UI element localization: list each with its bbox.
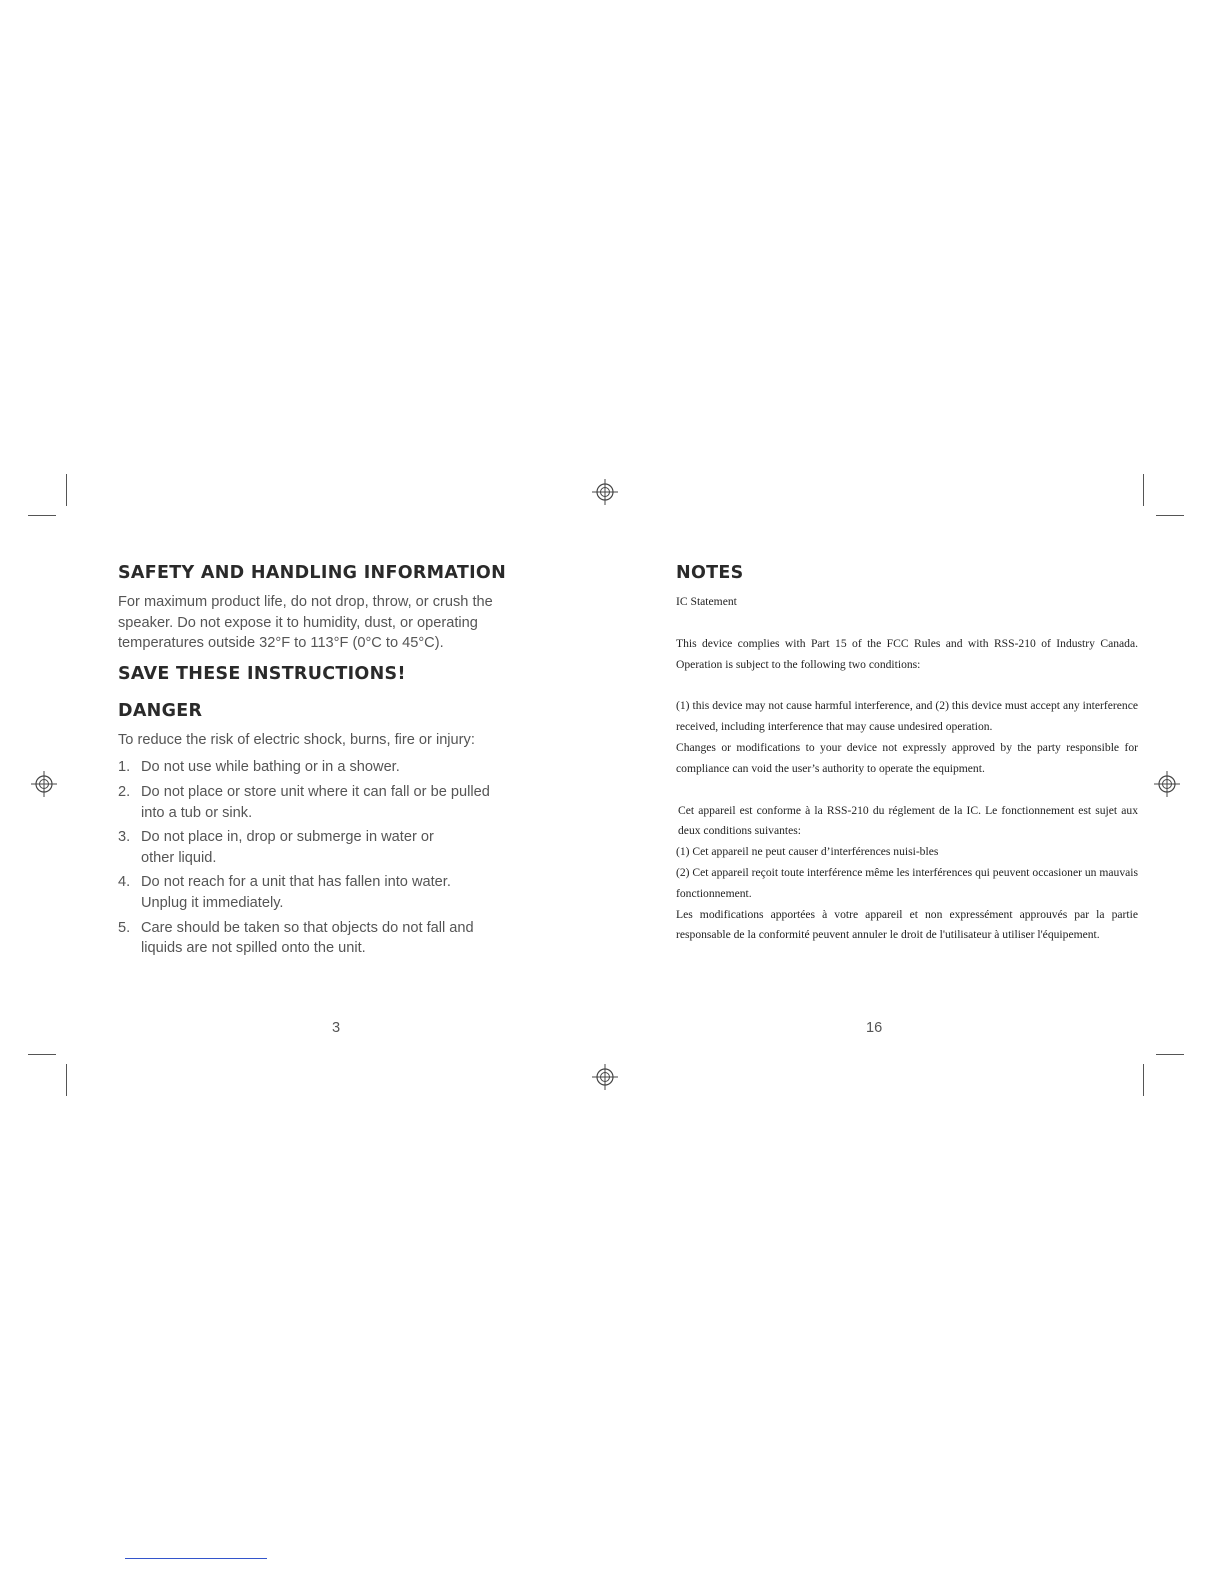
crop-mark-bottom-left-vertical [66, 1064, 67, 1096]
list-item-text: Do not place in, drop or submerge in water or other liquid. [141, 829, 434, 866]
danger-heading: DANGER [118, 700, 203, 721]
list-item [118, 827, 513, 868]
page-number-left: 3 [332, 1020, 341, 1036]
crop-mark-bottom-right-horizontal [1156, 1054, 1184, 1055]
ic-statement-label: IC Statement [676, 595, 737, 608]
notes-heading: NOTES [676, 563, 744, 583]
list-item-text: Care should be taken so that objects do not fall and liquids are not spilled onto the unit. [141, 919, 474, 957]
list-item-number: 2. [118, 783, 131, 800]
list-item [118, 872, 513, 913]
safety-heading: SAFETY AND HANDLING INFORMATION [118, 563, 507, 583]
french-modifications-paragraph: Les modifications apportées à votre appareil et non expressément approuvés par la partie responsable de la conformité peuvent annuler le droit de l'utilisateur à utiliser l'équipement. [676, 907, 1138, 942]
modifications-paragraph: Changes or modifications to your device not expressly approved by the party responsible for compliance can void the user’s authority to operate the equipment. [676, 740, 1138, 775]
list-item-number: 4. [118, 874, 131, 891]
crop-mark-top-right-horizontal [1156, 515, 1184, 516]
list-item-number: 1. [118, 759, 131, 776]
list-item-text: Do not reach for a unit that has fallen into water. Unplug it immediately. [141, 874, 451, 911]
registration-mark-icon [1154, 771, 1180, 797]
right-page [676, 560, 1138, 946]
left-page [118, 560, 513, 963]
list-item [118, 918, 513, 959]
french-condition-2: (2) Cet appareil reçoit toute interférence même les interférences qui peuvent occasioner un mauvais fonctionnement. [676, 865, 1138, 900]
list-item-number: 3. [118, 829, 131, 846]
crop-mark-top-left-horizontal [28, 515, 56, 516]
list-item-number: 5. [118, 919, 131, 936]
registration-mark-icon [592, 1064, 618, 1090]
crop-mark-bottom-right-vertical [1143, 1064, 1144, 1096]
compliance-paragraph: This device complies with Part 15 of the FCC Rules and with RSS-210 of Industry Canada. Operation is subject to the following two conditions: [676, 636, 1138, 671]
list-item-text: Do not place or store unit where it can fall or be pulled into a tub or sink. [141, 783, 490, 821]
french-compliance-paragraph: Cet appareil est conforme à la RSS-210 du réglement de la IC. Le fonctionnement est sujet aux deux conditions suivantes: [678, 803, 1138, 838]
crop-mark-top-right-vertical [1143, 474, 1144, 506]
safety-intro: For maximum product life, do not drop, throw, or crush the speaker. Do not expose it to humidity, dust, or operating temperatures outside 32°F to 113°F (0°C to 45°C). [118, 594, 493, 652]
danger-intro: To reduce the risk of electric shock, burns, fire or injury: [118, 731, 475, 748]
crop-mark-top-left-vertical [66, 474, 67, 506]
danger-list [118, 757, 513, 958]
save-instructions-heading: SAVE THESE INSTRUCTIONS! [118, 663, 406, 684]
french-condition-1: (1) Cet appareil ne peut causer d’interférences nuisi-bles [676, 845, 939, 859]
bottom-rule [125, 1558, 267, 1559]
registration-mark-icon [31, 771, 57, 797]
page-number-right: 16 [866, 1020, 883, 1036]
list-item [118, 757, 513, 778]
list-item-text: Do not use while bathing or in a shower. [141, 759, 400, 776]
crop-mark-bottom-left-horizontal [28, 1054, 56, 1055]
list-item [118, 782, 513, 823]
registration-mark-icon [592, 479, 618, 505]
conditions-paragraph: (1) this device may not cause harmful interference, and (2) this device must accept any interference received, including interference that may cause undesired operation. [676, 699, 1138, 734]
